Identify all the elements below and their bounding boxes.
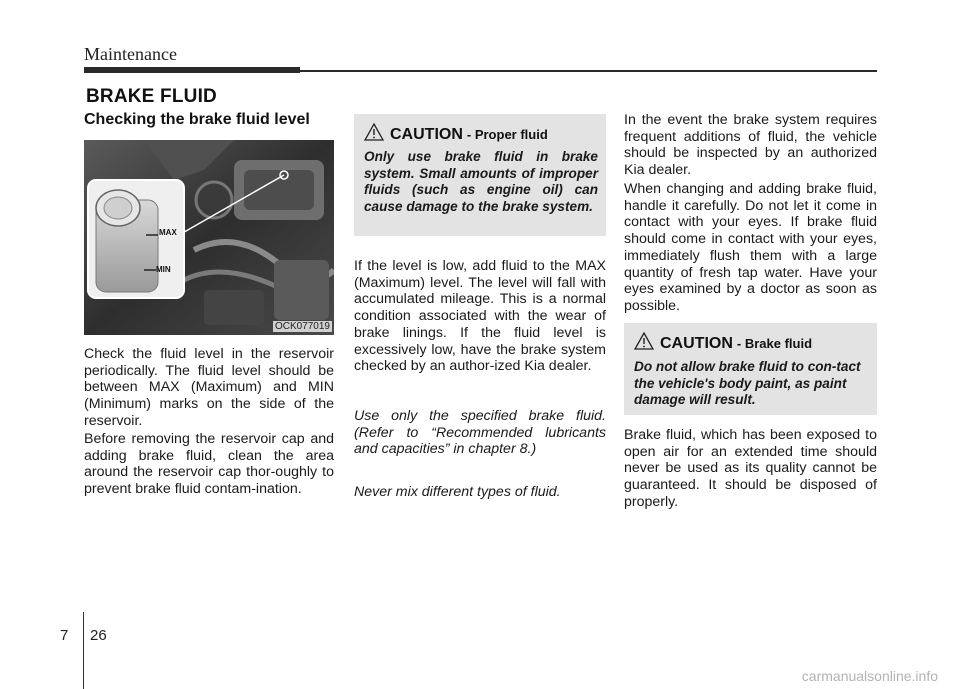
footer-divider	[83, 612, 84, 689]
photo-code: OCK077019	[274, 321, 330, 332]
engine-bay-illustration	[84, 140, 334, 335]
col1-para1: Check the fluid level in the reservoir periodically. The fluid level should be between MAX (Maximum) and MIN (Minimum) marks on the side of the reservoir.	[84, 346, 334, 429]
section-title: Maintenance	[84, 44, 177, 64]
col1-para2: Before removing the reservoir cap and adding brake fluid, clean the area around the reservoir cap thor-oughly to prevent brake fluid contam-ination.	[84, 431, 334, 498]
page-heading: BRAKE FLUID	[86, 86, 217, 107]
caution-title: CAUTION	[660, 335, 733, 352]
caution-subtitle: - Brake fluid	[736, 336, 813, 351]
chapter-number: 7	[60, 627, 69, 644]
col3-para1: In the event the brake system requires frequent additions of fluid, the vehicle should be inspected by an authorized Kia dealer.	[624, 112, 877, 179]
header-rule-thick	[84, 67, 300, 73]
warning-triangle-icon	[364, 123, 384, 141]
caution-text: Only use brake fluid in brake system. Small amounts of improper fluids (such as engine oil) can cause damage to the brake system.	[364, 149, 598, 214]
max-label: MAX	[159, 228, 177, 237]
warning-triangle-icon	[634, 332, 654, 350]
caution-subtitle: - Proper fluid	[466, 127, 548, 142]
brake-reservoir-photo	[84, 140, 334, 335]
col2-para1: If the level is low, add fluid to the MAX (Maximum) level. The level will fall with accumulated mileage. This is a normal condition associated with the wear of brake linings. If the fluid level is excessively low, have the brake system checked by an author-ized Kia dealer.	[354, 258, 606, 375]
caution-text: Do not allow brake fluid to con-tact the vehicle's body paint, as paint damage will result.	[634, 359, 861, 408]
caution-title: CAUTION	[390, 126, 463, 143]
caution-box-brake-fluid	[624, 323, 877, 415]
header-rule-thin	[300, 70, 877, 72]
col3-para2: When changing and adding brake fluid, handle it carefully. Do not let it come in contact with your eyes. If brake fluid should come in contact with your eyes, immediately flush them with a large quantity of fresh tap water. Have your eyes examined by a doctor as soon as possible.	[624, 181, 877, 314]
col3-para3: Brake fluid, which has been exposed to open air for an extended time should never be used as its quality cannot be guaranteed. It should be disposed of properly.	[624, 427, 877, 510]
col2-para2: Use only the specified brake fluid. (Refer to “Recommended lubricants and capacities” in chapter 8.)	[354, 408, 606, 458]
min-label: MIN	[156, 265, 171, 274]
caution-header	[354, 114, 606, 144]
page-number: 26	[90, 627, 107, 644]
col2-para3: Never mix different types of fluid.	[354, 484, 561, 500]
subheading: Checking the brake fluid level	[84, 111, 310, 128]
caution-header	[624, 323, 877, 353]
watermark: carmanualsonline.info	[801, 668, 938, 684]
caution-box-proper-fluid	[354, 114, 606, 236]
